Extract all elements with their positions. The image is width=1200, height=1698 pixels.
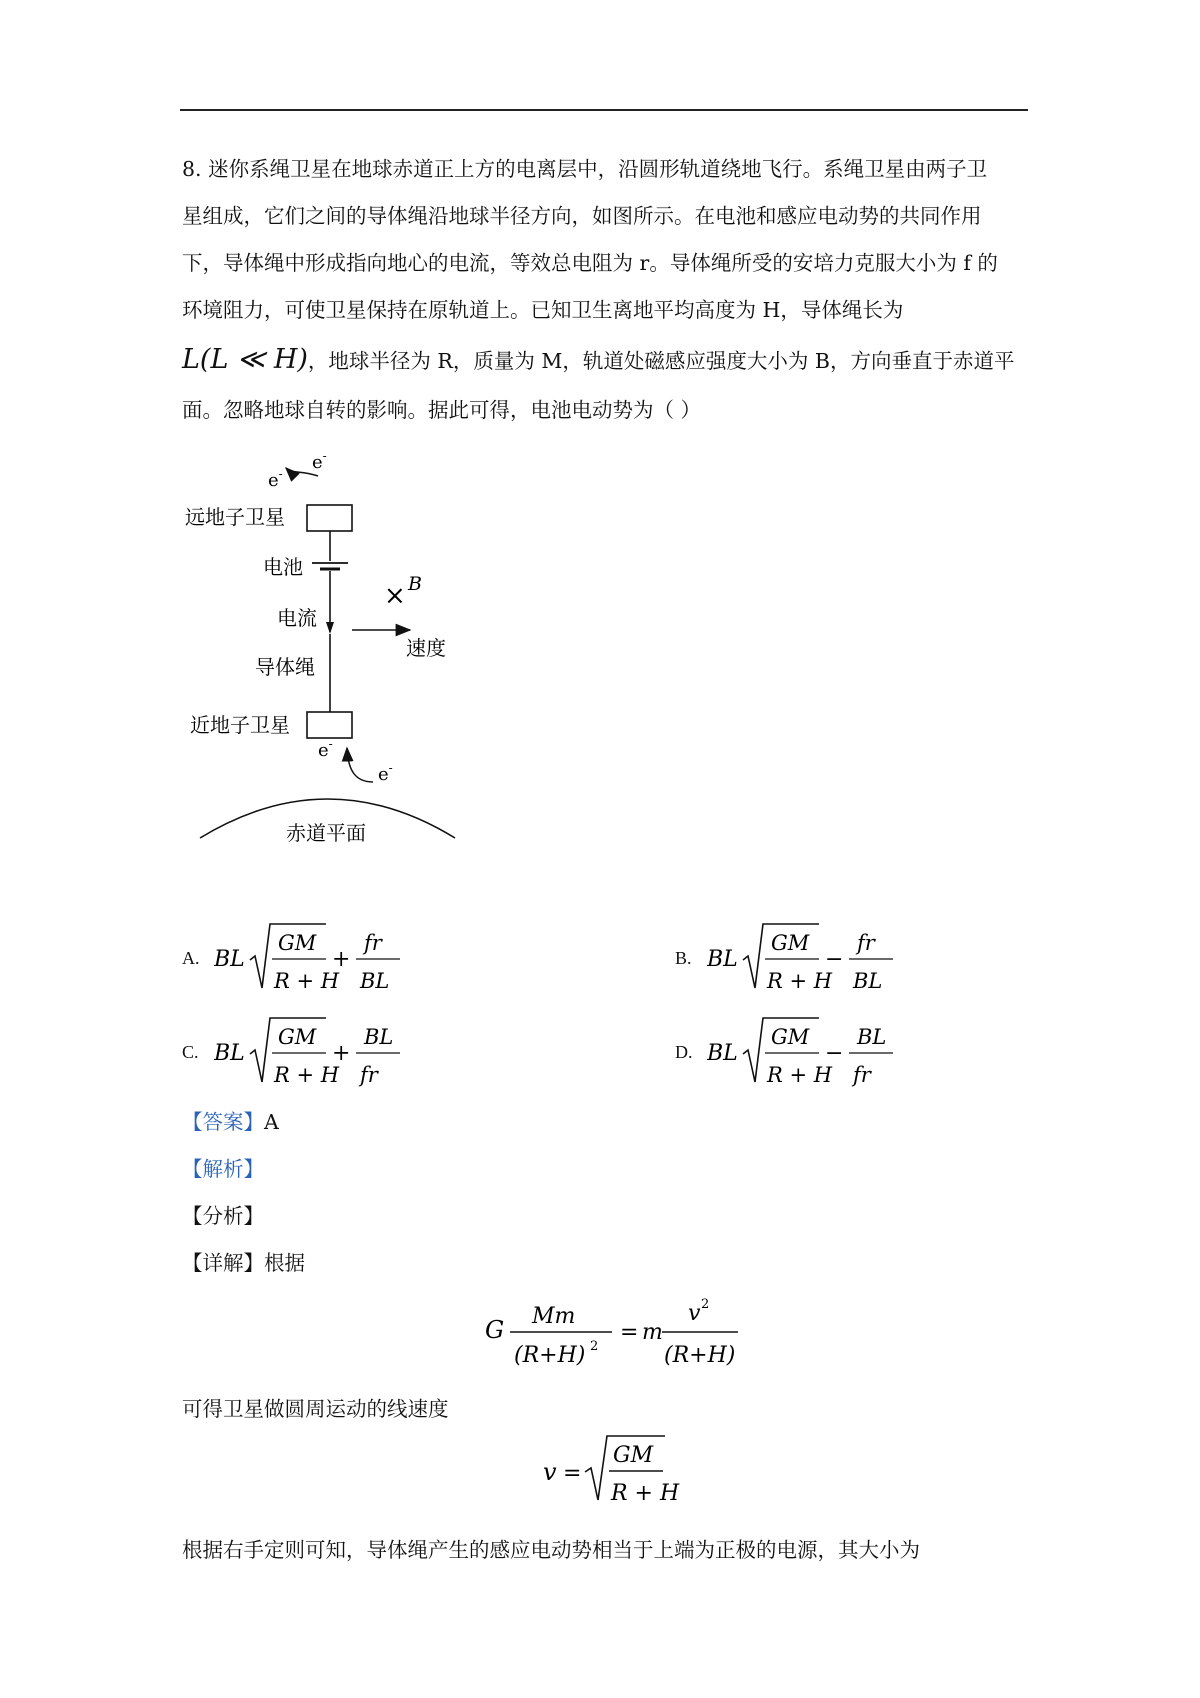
answer-line (182, 1107, 279, 1137)
velocity-label: 速度 (406, 636, 446, 660)
current-arrow-icon (326, 622, 334, 634)
far-satellite-label: 远地子卫星 (185, 505, 285, 529)
question-line-2: 星组成，它们之间的导体绳沿地球半径方向，如图所示。在电池和感应电动势的共同作用 (182, 204, 982, 228)
gravity-equation (470, 1290, 750, 1370)
radical-denominator: R + H (274, 969, 340, 993)
option-label-2: C. (182, 1042, 199, 1062)
field-label: B (408, 573, 422, 595)
analysis-tag: 【解析】 (182, 1157, 264, 1181)
radical-denominator: R + H (767, 969, 833, 993)
eq1-num2: v (688, 1301, 701, 1326)
option-sign: − (825, 1041, 844, 1066)
option-coefficient: BL (707, 1041, 738, 1066)
eq1-num: Mm (532, 1304, 576, 1329)
option-formula-3[interactable] (707, 1012, 907, 1092)
electron-label-bottom-left: e- (318, 737, 333, 761)
option-formula-2[interactable] (214, 1012, 414, 1092)
far-satellite-box (307, 505, 352, 531)
eq1-m: m (642, 1320, 663, 1345)
answer-tag: 【答案】 (182, 1110, 264, 1134)
option-coefficient: BL (707, 947, 738, 972)
fraction-denominator: fr (853, 1063, 871, 1087)
condition-math: L(L ≪ H) (182, 344, 308, 375)
near-satellite-box (307, 712, 352, 738)
fraction-numerator: BL (364, 1025, 394, 1049)
electron-collect-arrow (347, 748, 373, 782)
detail-text: 根据 (264, 1251, 305, 1275)
electron-label-top-left: e- (268, 467, 283, 491)
question-line-6: 面。忽略地球自转的影响。据此可得，电池电动势为（ ） (182, 398, 702, 422)
option-coefficient: BL (214, 1041, 245, 1066)
radical-denominator: R + H (767, 1063, 833, 1087)
emf-text: 根据右手定则可知，导体绳产生的感应电动势相当于上端为正极的电源，其大小为 (182, 1538, 920, 1562)
current-label: 电流 (277, 606, 317, 630)
battery-label: 电池 (263, 555, 303, 579)
eq2-v: v (543, 1458, 557, 1486)
electron-label-top-right: e- (312, 449, 327, 473)
field-cross-icon: × (384, 581, 406, 611)
option-formula-1[interactable] (707, 918, 907, 998)
eq2-num: GM (613, 1443, 654, 1468)
fenxi-tag: 【分析】 (182, 1204, 264, 1228)
electron-label-bottom-right: e- (378, 761, 393, 785)
question-line-3: 下，导体绳中形成指向地心的电流，等效总电阻为 r。导体绳所受的安培力克服大小为 f 的 (182, 251, 998, 275)
option-sign: + (332, 947, 351, 972)
radical-numerator: GM (771, 931, 810, 955)
eq1-G: G (485, 1316, 505, 1344)
equator-label: 赤道平面 (286, 821, 366, 845)
eq1-den-sup: 2 (590, 1339, 599, 1354)
detail-line (182, 1248, 305, 1278)
question-line-5-text: ，地球半径为 R，质量为 M，轨道处磁感应强度大小为 B，方向垂直于赤道平 (307, 349, 1015, 373)
velocity-equation (535, 1430, 685, 1510)
option-sign: − (825, 947, 844, 972)
eq1-equals: = (620, 1320, 639, 1345)
radical-denominator: R + H (274, 1063, 340, 1087)
question-line-4: 环境阻力，可使卫星保持在原轨道上。已知卫生离地平均高度为 H，导体绳长为 (182, 298, 904, 322)
near-satellite-label: 近地子卫星 (190, 713, 290, 737)
radical-numerator: GM (278, 931, 317, 955)
eq2-equals: = (563, 1461, 582, 1486)
eq1-den2: (R+H) (664, 1343, 736, 1368)
option-formula-0[interactable] (214, 918, 414, 998)
velocity-text: 可得卫星做圆周运动的线速度 (182, 1397, 449, 1421)
option-label-3: D. (675, 1042, 693, 1062)
option-label-0: A. (182, 948, 200, 968)
fraction-numerator: fr (364, 931, 382, 955)
option-label-1: B. (675, 948, 692, 968)
fraction-numerator: fr (857, 931, 875, 955)
eq1-num2-sup: 2 (701, 1297, 710, 1312)
answer-value: A (264, 1110, 279, 1134)
eq2-den: R + H (611, 1481, 680, 1506)
rope-label: 导体绳 (255, 655, 315, 679)
fraction-denominator: BL (853, 969, 883, 993)
fraction-numerator: BL (857, 1025, 887, 1049)
eq1-den: (R+H) (514, 1343, 586, 1368)
detail-tag: 【详解】 (182, 1251, 264, 1275)
fraction-denominator: BL (360, 969, 390, 993)
radical-numerator: GM (278, 1025, 317, 1049)
radical-numerator: GM (771, 1025, 810, 1049)
option-sign: + (332, 1041, 351, 1066)
option-coefficient: BL (214, 947, 245, 972)
fraction-denominator: fr (360, 1063, 378, 1087)
question-line-1: 8. 迷你系绳卫星在地球赤道正上方的电离层中，沿圆形轨道绕地飞行。系绳卫星由两子卫 (182, 157, 988, 181)
